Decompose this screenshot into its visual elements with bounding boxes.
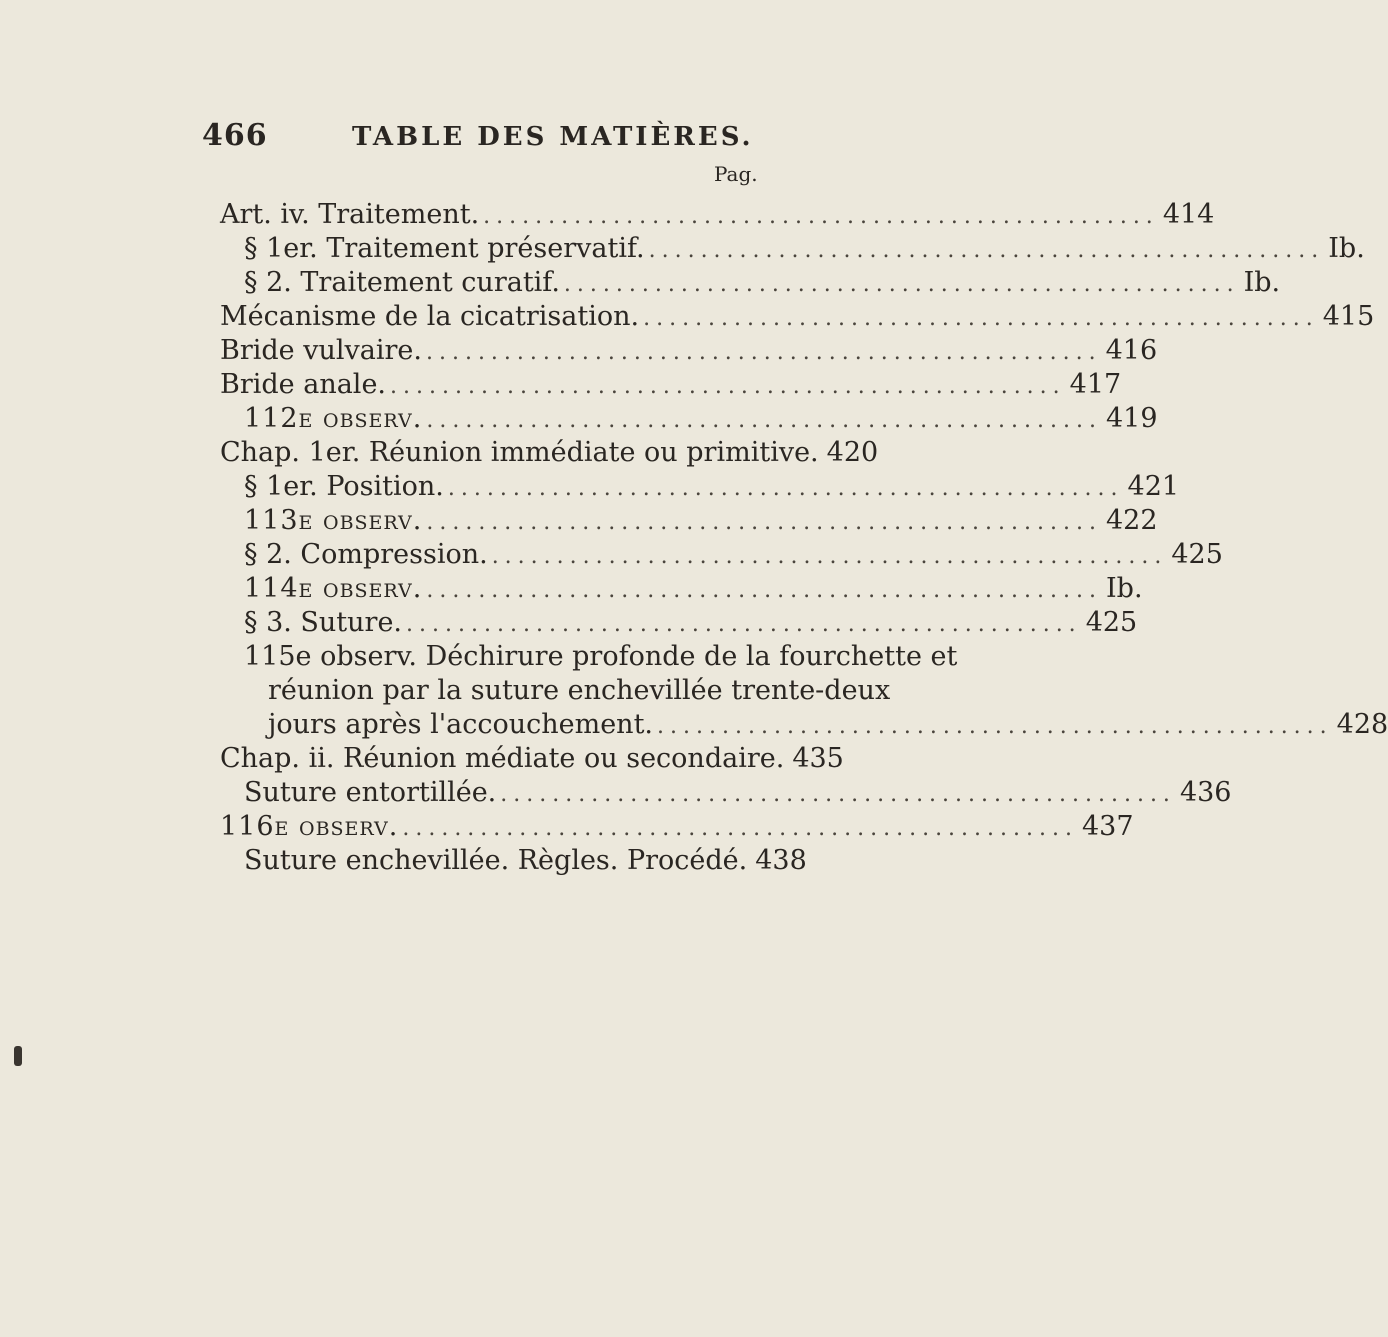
toc-entry bbox=[244, 844, 807, 880]
toc-entry-label: 112e observ. bbox=[244, 403, 423, 434]
leader-dots: .................................................... bbox=[657, 714, 1333, 739]
toc-entry-label: § 3. Suture. bbox=[244, 607, 403, 638]
toc-entry-label: § 1er. Traitement préservatif. bbox=[244, 233, 645, 264]
leader-dots: .................................................... bbox=[563, 272, 1240, 297]
leader-dots: .................................................... bbox=[447, 476, 1124, 501]
leader-dots: .................................................... bbox=[648, 238, 1325, 263]
page-header bbox=[202, 118, 760, 158]
toc-entry bbox=[244, 606, 1138, 642]
toc-entry bbox=[244, 232, 1365, 268]
page-column-label: Pag. bbox=[714, 162, 758, 186]
toc-entry-page: 419 bbox=[1106, 403, 1158, 434]
toc-entry-label: § 2. Traitement curatif. bbox=[244, 267, 560, 298]
toc-entry bbox=[220, 742, 844, 778]
toc-entry-page: 416 bbox=[1105, 335, 1158, 366]
toc-entry-label: 113e observ. bbox=[244, 505, 423, 536]
toc-entry-label: Chap. ii. Réunion médiate ou secondaire. bbox=[220, 743, 785, 774]
toc-entry-label: Chap. 1er. Réunion immédiate ou primitive. bbox=[220, 437, 819, 468]
toc-entry bbox=[220, 198, 1215, 234]
toc-entry bbox=[244, 572, 1143, 608]
page-number: 466 bbox=[202, 118, 268, 153]
toc-entry bbox=[244, 470, 1180, 506]
leader-dots: .................................................... bbox=[491, 544, 1168, 569]
toc-entry-label: Bride anale. bbox=[220, 369, 387, 400]
toc-entry-page: 420 bbox=[826, 437, 879, 468]
leader-dots: .................................................... bbox=[500, 782, 1176, 807]
toc-entry-observation-115 bbox=[220, 640, 1388, 744]
toc-entry bbox=[244, 776, 1232, 812]
toc-entry-page: Ib. bbox=[1106, 573, 1143, 604]
toc-entry-page: Ib. bbox=[1243, 267, 1281, 298]
leader-dots: .................................................... bbox=[426, 510, 1102, 535]
leader-dots: .................................................... bbox=[426, 578, 1102, 603]
leader-dots: .................................................... bbox=[425, 340, 1102, 365]
toc-entry bbox=[220, 810, 1134, 846]
toc-entry bbox=[220, 436, 879, 472]
toc-entry bbox=[244, 538, 1223, 574]
toc-entry-label: 116e observ. bbox=[220, 811, 399, 842]
toc-entry-label: 114e observ. bbox=[244, 573, 423, 604]
toc-entry-page: 415 bbox=[1322, 301, 1375, 332]
leader-dots: .................................................... bbox=[643, 306, 1319, 331]
toc-entry-line: jours après l'accouchement. bbox=[268, 709, 654, 740]
toc-entry-page: 438 bbox=[755, 845, 807, 876]
toc-entry-line: réunion par la suture enchevillée trente-deux bbox=[268, 675, 891, 706]
toc-entry-page: 425 bbox=[1171, 539, 1223, 570]
toc-entry-page: 421 bbox=[1127, 471, 1180, 502]
toc-entry-line: 115e observ. Déchirure profonde de la fourchette et bbox=[244, 641, 958, 672]
toc-entry-page: 425 bbox=[1085, 607, 1138, 638]
toc-entry-page: 435 bbox=[792, 743, 844, 774]
toc-entry-page: 422 bbox=[1106, 505, 1158, 536]
toc-entry-page: 437 bbox=[1082, 811, 1134, 842]
toc-entry bbox=[244, 504, 1158, 540]
leader-dots: .................................................... bbox=[402, 816, 1078, 841]
leader-dots: .................................................... bbox=[483, 204, 1159, 229]
toc-entry bbox=[244, 266, 1281, 302]
toc-entry-label: Suture enchevillée. Règles. Procédé. bbox=[244, 845, 748, 876]
toc-entry bbox=[220, 334, 1158, 370]
toc-entry bbox=[220, 300, 1375, 336]
leader-dots: .................................................... bbox=[406, 612, 1082, 637]
toc-entry-last-line bbox=[220, 708, 1388, 744]
leader-dots: .................................................... bbox=[390, 374, 1066, 399]
toc-entry bbox=[220, 368, 1122, 404]
leader-dots: .................................................... bbox=[426, 408, 1102, 433]
toc-entry-label: Bride vulvaire. bbox=[220, 335, 422, 366]
toc-entry-page: 417 bbox=[1069, 369, 1122, 400]
running-title: TABLE DES MATIÈRES. bbox=[352, 122, 754, 152]
toc-entry bbox=[244, 402, 1158, 438]
toc-entry-label: Mécanisme de la cicatrisation. bbox=[220, 301, 640, 332]
toc-entry-label: Suture entortillée. bbox=[244, 777, 497, 808]
toc-entry-label: Art. iv. Traitement. bbox=[220, 199, 480, 230]
toc-entry-label: § 2. Compression. bbox=[244, 539, 488, 570]
toc-entry-page: 414 bbox=[1162, 199, 1215, 230]
page-edge-blemish bbox=[14, 1046, 22, 1066]
toc-entry-label: § 1er. Position. bbox=[244, 471, 444, 502]
toc-entry-page: 436 bbox=[1179, 777, 1232, 808]
toc-entry-page: Ib. bbox=[1328, 233, 1365, 264]
toc-entry-page: 428 bbox=[1336, 709, 1388, 740]
